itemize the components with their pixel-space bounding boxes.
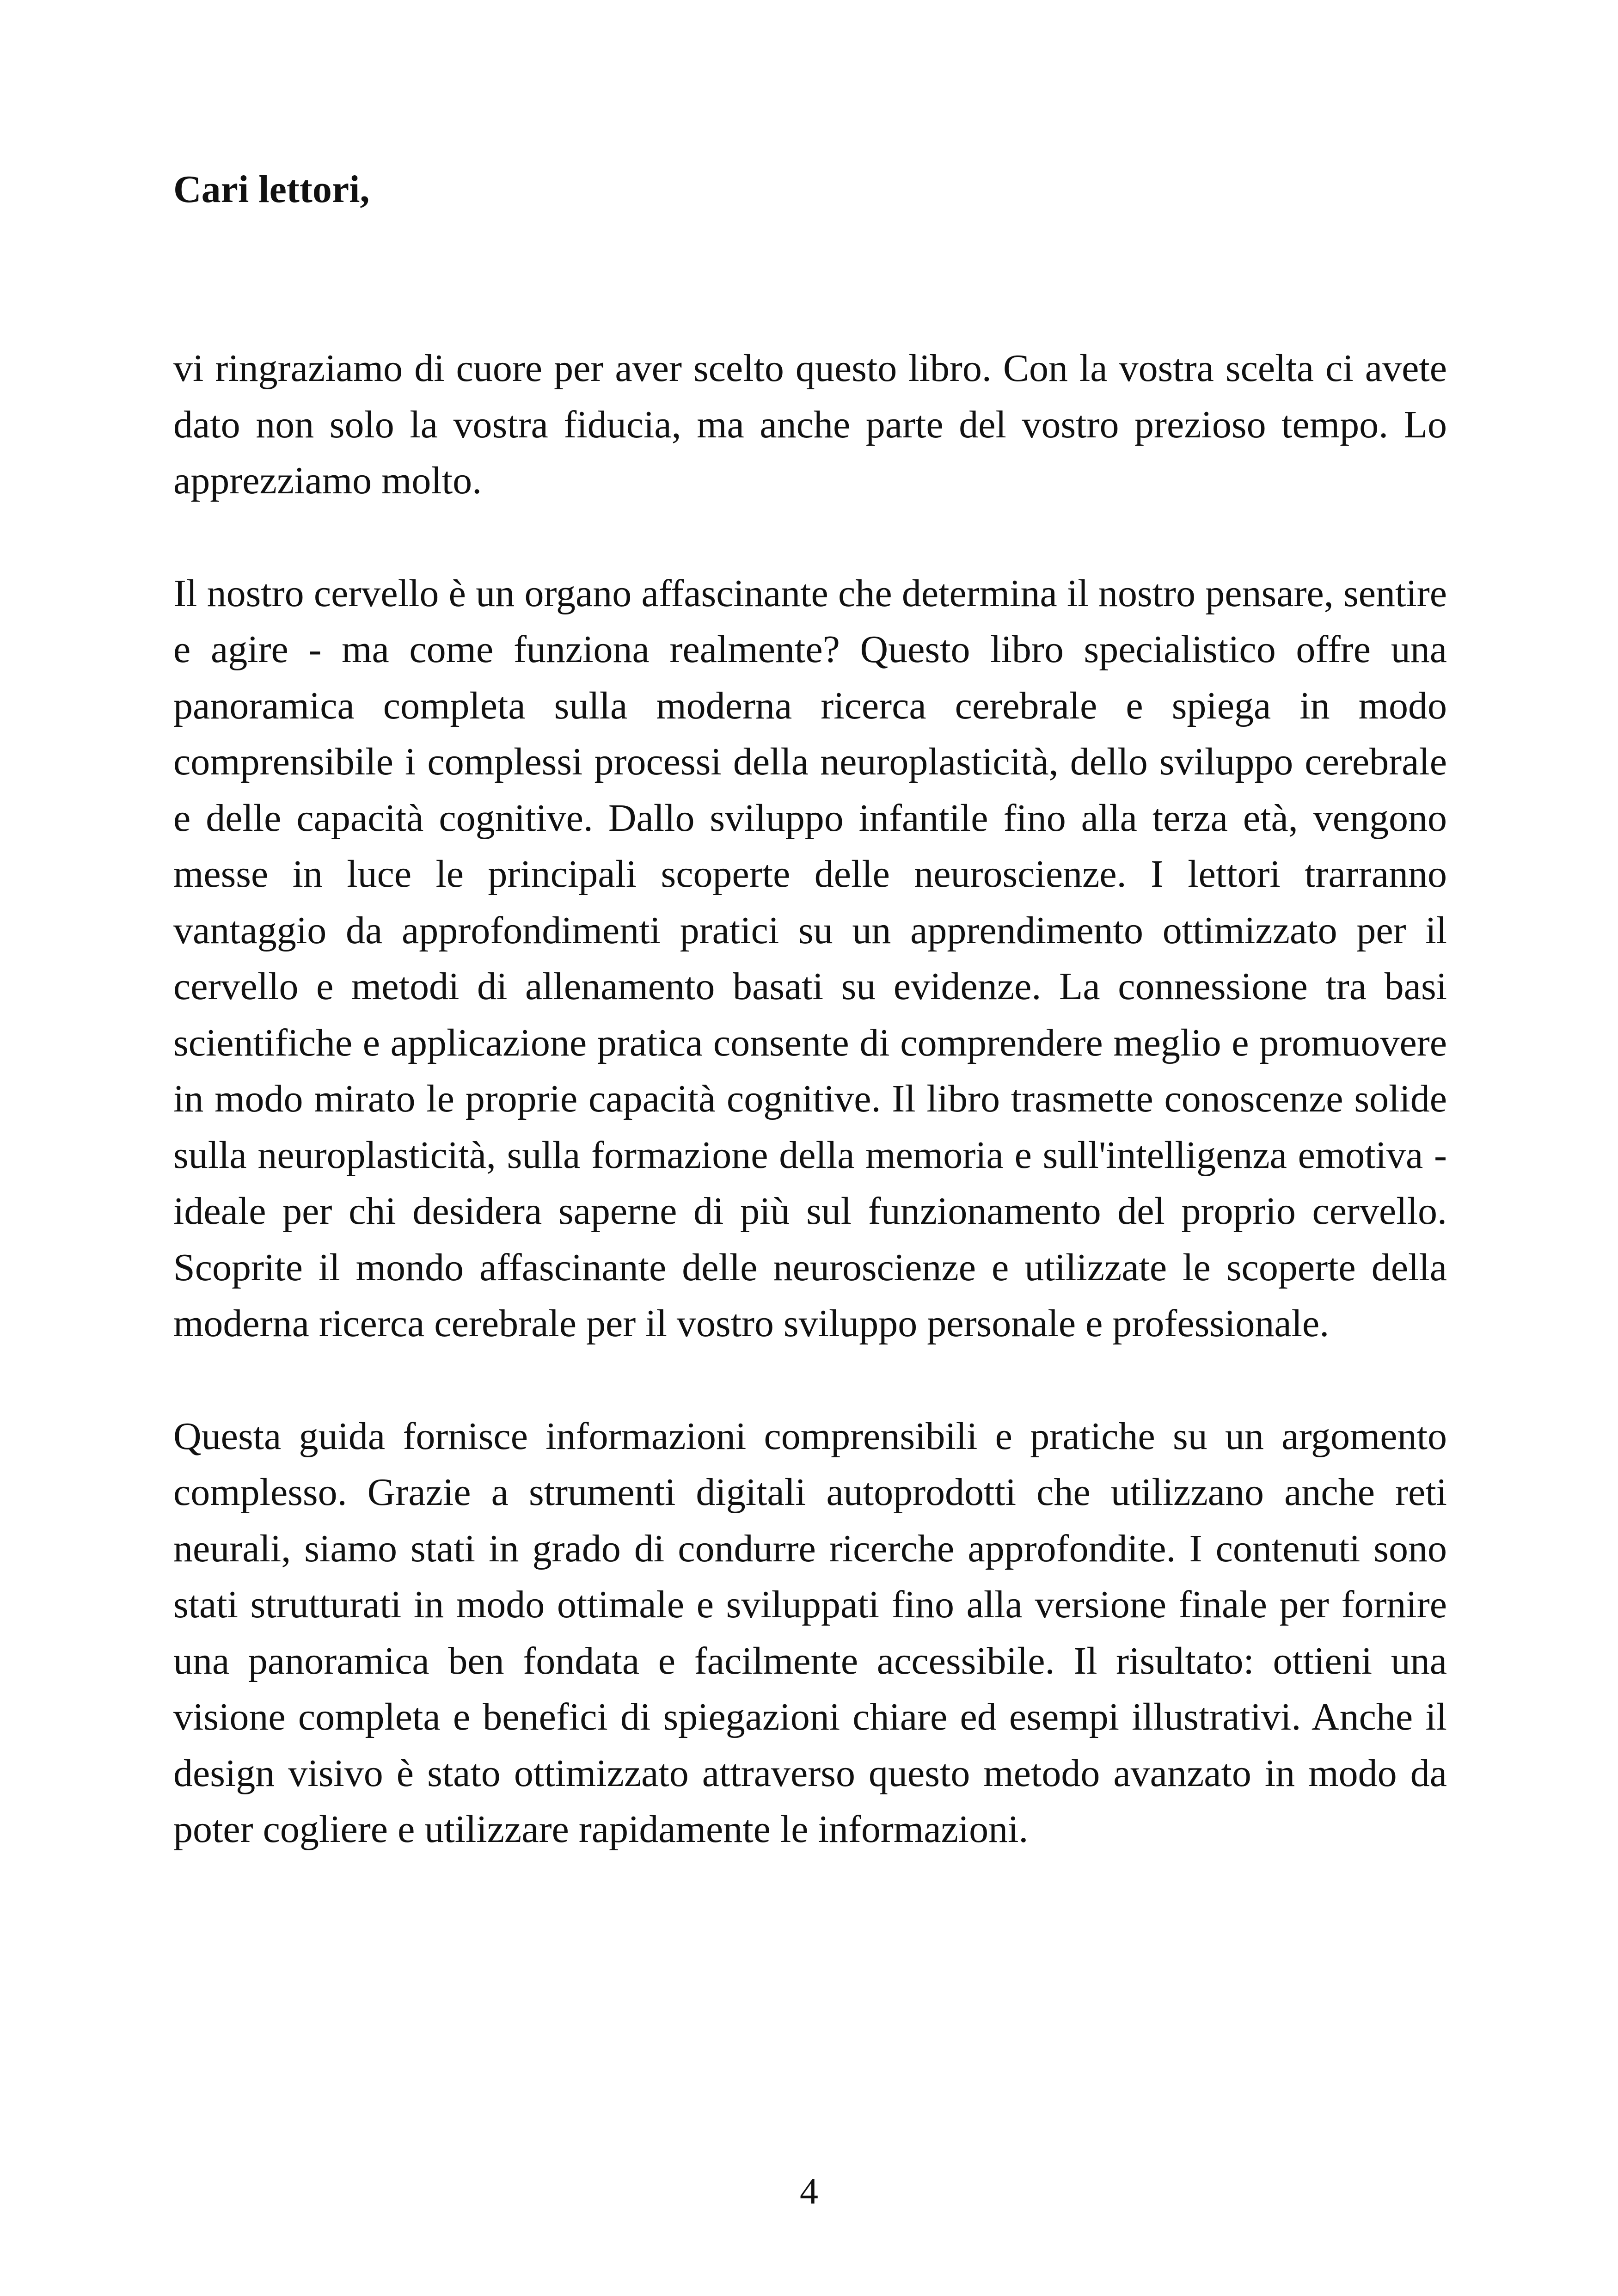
page-number: 4 <box>800 2171 818 2212</box>
letter-body <box>173 340 1447 1914</box>
paragraph-book-description: Il nostro cervello è un organo affascinante che determina il nostro pensare, sentire e agire - ma come funziona realmente? Questo libro specialistico offre una panoramica completa sulla moderna ricerca cerebrale e spiega in modo comprensibile i complessi processi della neuroplasticità, dello sviluppo cerebrale e delle capacità cognitive. Dallo sviluppo infantile fino alla terza età, vengono messe in luce le principali scoperte delle neuroscienze. I lettori trarranno vantaggio da approfondimenti pratici su un apprendimento ottimizzato per il cervello e metodi di allenamento basati su evidenze. La connessione tra basi scientifiche e applicazione pratica consente di comprendere meglio e promuovere in modo mirato le proprie capacità cognitive. Il libro trasmette conoscenze solide sulla neuroplasticità, sulla formazione della memoria e sull'intelligenza emotiva - ideale per chi desidera saperne di più sul funzionamento del proprio cervello. Scoprite il mondo affascinante delle neuroscienze e utilizzate le scoperte della moderna ricerca cerebrale per il vostro sviluppo personale e professionale. <box>173 571 1447 1345</box>
paragraph-thanks: vi ringraziamo di cuore per aver scelto questo libro. Con la vostra scelta ci avete dato non solo la vostra fiducia, ma anche parte del vostro prezioso tempo. Lo apprezziamo molto. <box>173 347 1447 502</box>
salutation-heading: Cari lettori, <box>173 168 370 211</box>
paragraph-guide-methodology: Questa guida fornisce informazioni comprensibili e pratiche su un argomento complesso. Grazie a strumenti digitali autoprodotti che utilizzano anche reti neurali, siamo stati in grado di condurre ricerche approfondite. I contenuti sono stati strutturati in modo ottimale e sviluppati fino alla versione finale per fornire una panoramica ben fondata e facilmente accessibile. Il risultato: ottieni una visione completa e benefici di spiegazioni chiare ed esempi illustrativi. Anche il design visivo è stato ottimizzato attraverso questo metodo avanzato in modo da poter cogliere e utilizzare rapidamente le informazioni. <box>173 1414 1447 1851</box>
